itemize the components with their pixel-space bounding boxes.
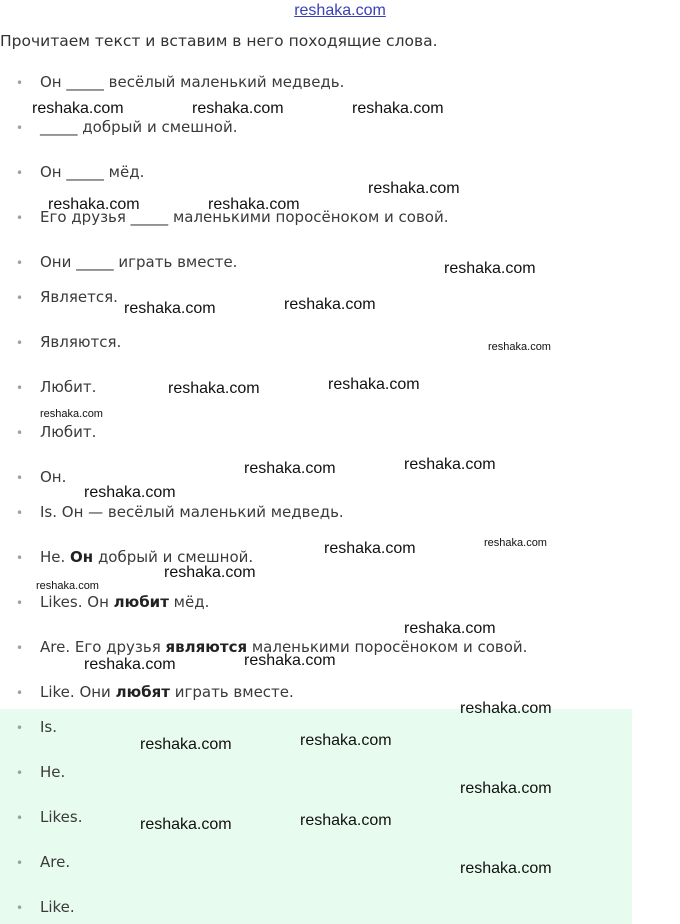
item-text: Like. Они <box>40 683 116 701</box>
watermark: reshaka.com <box>32 100 124 117</box>
watermark: reshaka.com <box>404 620 496 637</box>
list-item <box>16 762 65 782</box>
item-text: He. <box>40 763 66 781</box>
bullet-icon: • <box>16 901 24 915</box>
item-text: Like. <box>40 898 75 916</box>
list-item <box>16 897 75 917</box>
watermark: reshaka.com <box>48 196 140 213</box>
list-item <box>16 807 83 827</box>
item-answer: являются <box>165 638 248 656</box>
watermark: reshaka.com <box>484 537 547 549</box>
bullet-icon: • <box>16 291 24 305</box>
item-text: _____ добрый и смешной. <box>40 118 238 136</box>
watermark: reshaka.com <box>444 260 536 277</box>
watermark: reshaka.com <box>460 700 552 717</box>
watermark: reshaka.com <box>140 816 232 833</box>
item-answer: любит <box>113 593 169 611</box>
list-item <box>16 162 144 182</box>
watermark: reshaka.com <box>140 736 232 753</box>
bullet-icon: • <box>16 766 24 780</box>
bullet-icon: • <box>16 166 24 180</box>
watermark: reshaka.com <box>460 860 552 877</box>
watermark: reshaka.com <box>284 296 376 313</box>
watermark: reshaka.com <box>84 656 176 673</box>
watermark: reshaka.com <box>84 484 176 501</box>
watermark: reshaka.com <box>328 376 420 393</box>
item-text: играть вместе. <box>169 683 294 701</box>
watermark: reshaka.com <box>300 732 392 749</box>
list-item <box>16 682 294 702</box>
item-text: Является. <box>40 288 118 306</box>
list-item <box>16 422 96 442</box>
item-text: мёд. <box>168 593 210 611</box>
list-item <box>16 72 344 92</box>
list-item <box>16 252 237 272</box>
list-item <box>16 502 344 522</box>
item-text: Is. <box>40 718 58 736</box>
item-text: маленькими поросёноком и совой. <box>247 638 528 656</box>
watermark: reshaka.com <box>300 812 392 829</box>
item-text: Любит. <box>40 378 97 396</box>
watermark: reshaka.com <box>324 540 416 557</box>
list-item <box>16 467 66 487</box>
list-item <box>16 332 121 352</box>
watermark: reshaka.com <box>352 100 444 117</box>
bullet-icon: • <box>16 641 24 655</box>
watermark: reshaka.com <box>244 652 336 669</box>
bullet-icon: • <box>16 381 24 395</box>
list-item <box>16 717 57 737</box>
item-text: Являются. <box>40 333 122 351</box>
bullet-icon: • <box>16 426 24 440</box>
watermark: reshaka.com <box>488 341 551 353</box>
item-text: Они _____ играть вместе. <box>40 253 238 271</box>
item-text: Is. Он — весёлый маленький медведь. <box>40 503 344 521</box>
item-text: Likes. <box>40 808 83 826</box>
watermark: reshaka.com <box>164 564 256 581</box>
item-text: Его друзья _____ маленькими поросёноком и совой. <box>40 208 449 226</box>
bullet-icon: • <box>16 721 24 735</box>
watermark: reshaka.com <box>168 380 260 397</box>
item-text: Он _____ весёлый маленький медведь. <box>40 73 345 91</box>
list-item <box>16 592 209 612</box>
bullet-icon: • <box>16 76 24 90</box>
watermark: reshaka.com <box>40 408 103 420</box>
list-item <box>16 377 96 397</box>
watermark: reshaka.com <box>208 196 300 213</box>
item-text: Он. <box>40 468 67 486</box>
bullet-icon: • <box>16 596 24 610</box>
intro-text: Прочитаем текст и вставим в него походящие слова. <box>0 32 438 50</box>
bullet-icon: • <box>16 471 24 485</box>
watermark: reshaka.com <box>368 180 460 197</box>
item-text: Он _____ мёд. <box>40 163 145 181</box>
list-item <box>16 117 237 137</box>
watermark: reshaka.com <box>36 580 99 592</box>
list-item <box>16 852 70 872</box>
item-text: Likes. Он <box>40 593 114 611</box>
item-text: Любит. <box>40 423 97 441</box>
bullet-icon: • <box>16 336 24 350</box>
item-text: Are. <box>40 853 71 871</box>
item-answer: Он <box>70 548 94 566</box>
site-header-link[interactable]: reshaka.com <box>294 2 386 19</box>
bullet-icon: • <box>16 856 24 870</box>
bullet-icon: • <box>16 211 24 225</box>
watermark: reshaka.com <box>244 460 336 477</box>
watermark: reshaka.com <box>192 100 284 117</box>
bullet-icon: • <box>16 811 24 825</box>
watermark: reshaka.com <box>404 456 496 473</box>
item-text: Are. Его друзья <box>40 638 166 656</box>
bullet-icon: • <box>16 121 24 135</box>
item-text: добрый и смешной. <box>93 548 254 566</box>
item-text: He. <box>40 548 71 566</box>
bullet-icon: • <box>16 686 24 700</box>
watermark: reshaka.com <box>124 300 216 317</box>
item-answer: любят <box>115 683 170 701</box>
bullet-icon: • <box>16 551 24 565</box>
bullet-icon: • <box>16 506 24 520</box>
watermark: reshaka.com <box>460 780 552 797</box>
list-item <box>16 287 118 307</box>
bullet-icon: • <box>16 256 24 270</box>
